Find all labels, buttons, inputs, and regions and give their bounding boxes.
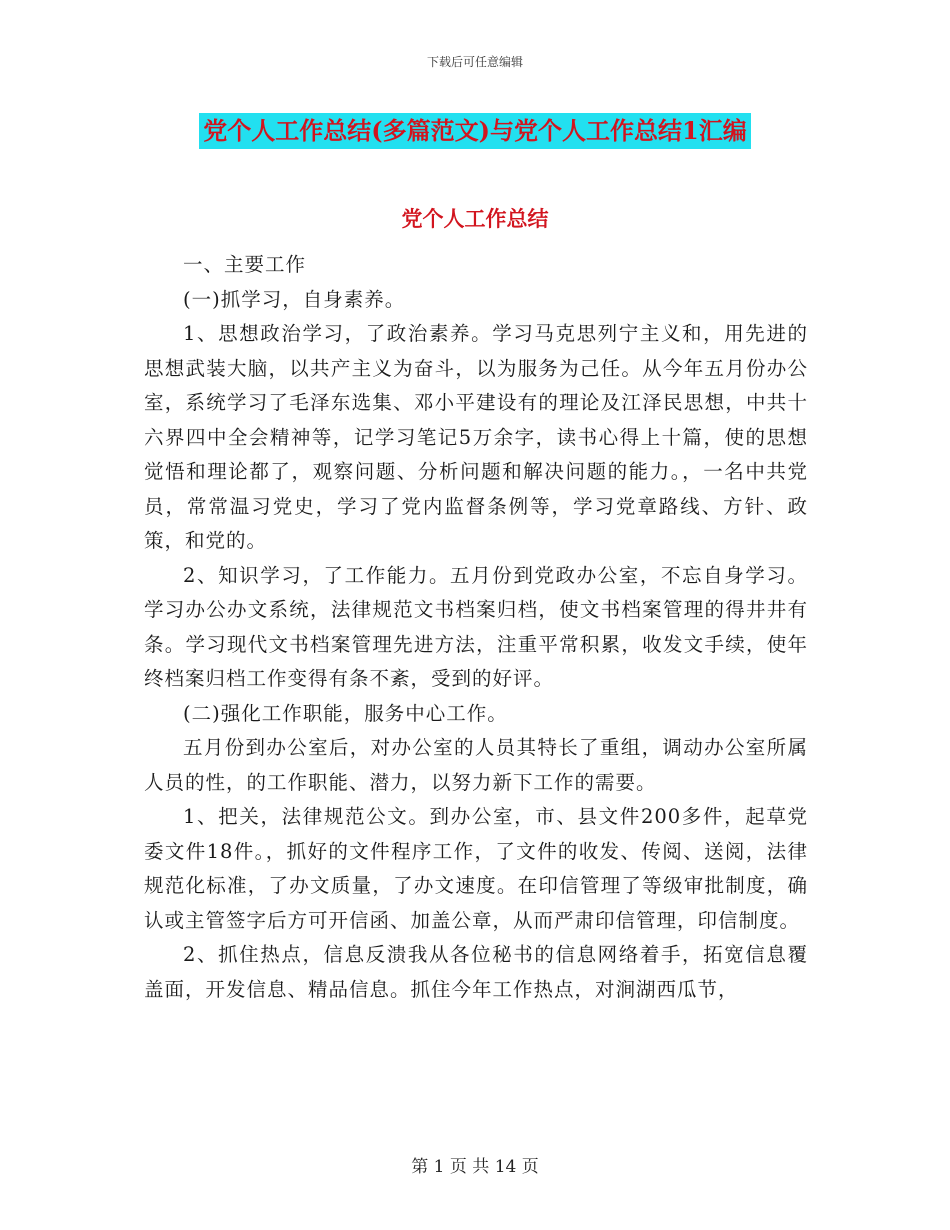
paragraph: 五月份到办公室后，对办公室的人员其特长了重组，调动办公室所属人员的性，的工作职能、潜力，以努力新下工作的需要。 [144,736,808,794]
paragraph: 1、把关，法律规范公文。到办公室，市、县文件200多件，起草党委文件18件。，抓好的文件程序工作，了文件的收发、传阅、送阅，法律规范化标准，了办文质量，了办文速度。在印信管理了等级审批制度，确认或主管签字后方可开信函、加盖公章，从而严肃印信管理，印信制度。 [144,805,808,932]
document-title [0,113,950,149]
paragraph: 2、知识学习，了工作能力。五月份到党政办公室，不忘自身学习。学习办公办文系统，法律规范文书档案归档，使文书档案管理的得井井有条。学习现代文书档案管理先进方法，注重平常积累，收发文手续，使年终档案归档工作变得有条不紊，受到的好评。 [144,563,808,690]
page-number: 第 1 页 共 14 页 [411,1157,539,1177]
paragraph: (一)抓学习，自身素养。 [183,287,406,311]
paragraph: (二)强化工作职能，服务中心工作。 [183,701,508,725]
paragraph: 一、主要工作 [183,253,307,276]
document-title-text: 党个人工作总结(多篇范文)与党个人工作总结1汇编 [199,113,750,149]
section-title: 党个人工作总结 [401,206,549,231]
document-body [144,248,808,1007]
page-header-note: 下载后可任意编辑 [426,55,523,69]
paragraph: 1、思想政治学习，了政治素养。学习马克思列宁主义和，用先进的思想武装大脑，以共产主义为奋斗，以为服务为己任。从今年五月份办公室，系统学习了毛泽东选集、邓小平建设有的理论及江泽民思想，中共十六界四中全会精神等，记学习笔记5万余字，读书心得上十篇，使的思想觉悟和理论都了，观察问题、分析问题和解决问题的能力。，一名中共党员，常常温习党史，学习了党内监督条例等，学习党章路线、方针、政策，和党的。 [144,322,808,552]
paragraph: 2、抓住热点，信息反溃我从各位秘书的信息网络着手，拓宽信息覆盖面，开发信息、精品信息。抓住今年工作热点，对涧湖西瓜节， [144,943,808,1001]
